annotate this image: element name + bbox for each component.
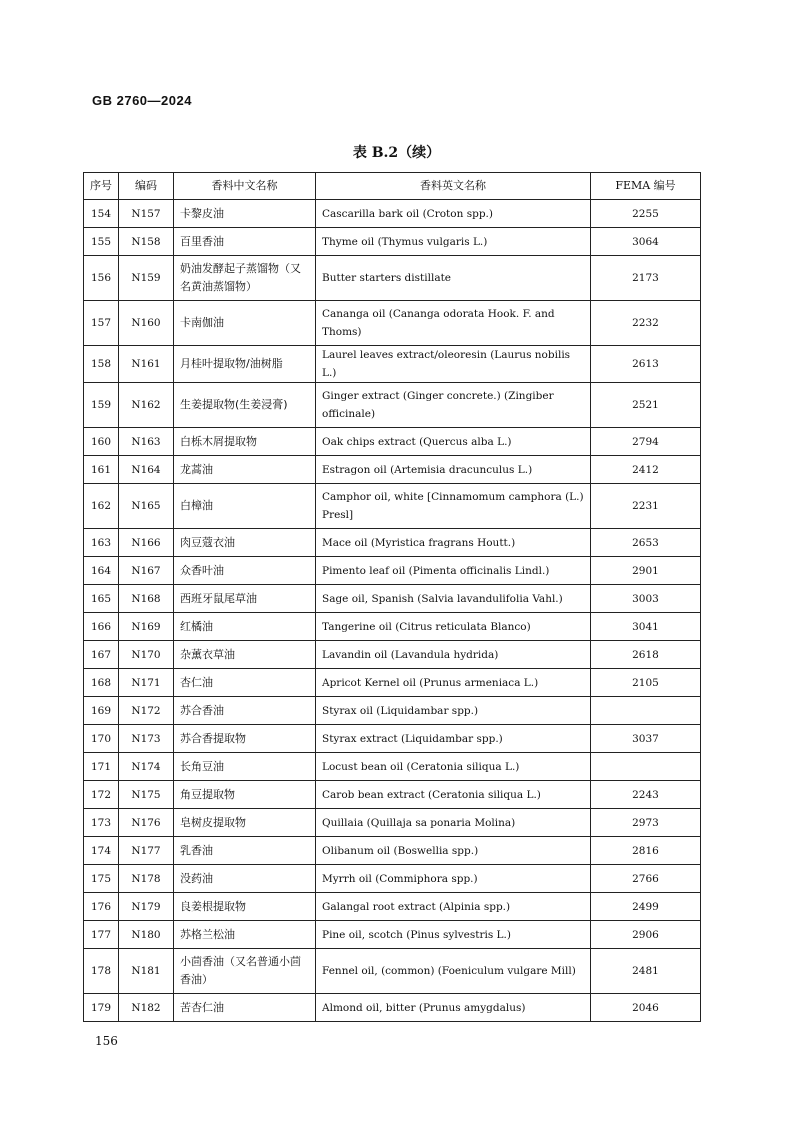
row-code: N182: [119, 994, 174, 1022]
row-code: N158: [119, 228, 174, 256]
table-row: [84, 921, 701, 949]
row-number: 154: [84, 200, 119, 228]
row-fema-number: 2255: [591, 200, 701, 228]
row-fema-number: 2766: [591, 865, 701, 893]
row-english-name: Almond oil, bitter (Prunus amygdalus): [316, 994, 591, 1022]
row-english-name: Olibanum oil (Boswellia spp.): [316, 837, 591, 865]
row-code: N179: [119, 893, 174, 921]
row-code: N167: [119, 557, 174, 585]
table-row: [84, 753, 701, 781]
row-english-name: Myrrh oil (Commiphora spp.): [316, 865, 591, 893]
row-code: N163: [119, 428, 174, 456]
table-row: [84, 781, 701, 809]
row-chinese-name: 西班牙鼠尾草油: [174, 585, 316, 613]
row-code: N170: [119, 641, 174, 669]
table-row: [84, 484, 701, 529]
row-number: 167: [84, 641, 119, 669]
row-english-name: Butter starters distillate: [316, 256, 591, 301]
row-code: N164: [119, 456, 174, 484]
row-fema-number: 2243: [591, 781, 701, 809]
row-fema-number: 2173: [591, 256, 701, 301]
row-chinese-name: 苏合香提取物: [174, 725, 316, 753]
row-english-name: Apricot Kernel oil (Prunus armeniaca L.): [316, 669, 591, 697]
row-fema-number: 2521: [591, 383, 701, 428]
column-header-chinese-name: 香料中文名称: [174, 173, 316, 200]
row-code: N169: [119, 613, 174, 641]
table-title: 表 B.2（续）: [352, 145, 441, 161]
row-english-name: Tangerine oil (Citrus reticulata Blanco): [316, 613, 591, 641]
row-fema-number: 2901: [591, 557, 701, 585]
row-english-name: Laurel leaves extract/oleoresin (Laurus nobilis L.): [316, 346, 591, 383]
row-number: 165: [84, 585, 119, 613]
row-chinese-name: 小茴香油（又名普通小茴香油）: [174, 949, 316, 994]
row-english-name: Camphor oil, white [Cinnamomum camphora (L.) Presl]: [316, 484, 591, 529]
row-fema-number: 2499: [591, 893, 701, 921]
row-fema-number: 2046: [591, 994, 701, 1022]
table-row: [84, 383, 701, 428]
column-header-code: 编码: [119, 173, 174, 200]
row-number: 161: [84, 456, 119, 484]
row-chinese-name: 没药油: [174, 865, 316, 893]
row-english-name: Carob bean extract (Ceratonia siliqua L.): [316, 781, 591, 809]
table-row: [84, 529, 701, 557]
row-chinese-name: 杏仁油: [174, 669, 316, 697]
row-code: N165: [119, 484, 174, 529]
row-chinese-name: 奶油发酵起子蒸馏物（又名黄油蒸馏物）: [174, 256, 316, 301]
standard-code: GB 2760—2024: [92, 93, 192, 108]
row-number: 155: [84, 228, 119, 256]
row-english-name: Thyme oil (Thymus vulgaris L.): [316, 228, 591, 256]
flavoring-table: [83, 172, 701, 1022]
page-number: 156: [95, 1034, 118, 1048]
row-chinese-name: 月桂叶提取物/油树脂: [174, 346, 316, 383]
row-code: N166: [119, 529, 174, 557]
row-english-name: Galangal root extract (Alpinia spp.): [316, 893, 591, 921]
row-number: 168: [84, 669, 119, 697]
row-chinese-name: 皂树皮提取物: [174, 809, 316, 837]
table-row: [84, 641, 701, 669]
row-number: 158: [84, 346, 119, 383]
table-row: [84, 697, 701, 725]
row-number: 156: [84, 256, 119, 301]
row-chinese-name: 众香叶油: [174, 557, 316, 585]
row-chinese-name: 百里香油: [174, 228, 316, 256]
row-english-name: Styrax oil (Liquidambar spp.): [316, 697, 591, 725]
row-number: 157: [84, 301, 119, 346]
table-row: [84, 456, 701, 484]
row-chinese-name: 杂薰衣草油: [174, 641, 316, 669]
table-body: [84, 200, 701, 1022]
row-fema-number: 3064: [591, 228, 701, 256]
row-fema-number: 2816: [591, 837, 701, 865]
row-english-name: Pimento leaf oil (Pimenta officinalis Lindl.): [316, 557, 591, 585]
row-english-name: Estragon oil (Artemisia dracunculus L.): [316, 456, 591, 484]
row-code: N157: [119, 200, 174, 228]
row-code: N175: [119, 781, 174, 809]
row-english-name: Lavandin oil (Lavandula hydrida): [316, 641, 591, 669]
row-fema-number: 2232: [591, 301, 701, 346]
row-number: 178: [84, 949, 119, 994]
row-english-name: Pine oil, scotch (Pinus sylvestris L.): [316, 921, 591, 949]
row-code: N174: [119, 753, 174, 781]
row-english-name: Quillaia (Quillaja sa ponaria Molina): [316, 809, 591, 837]
row-chinese-name: 生姜提取物(生姜浸膏): [174, 383, 316, 428]
row-code: N178: [119, 865, 174, 893]
row-chinese-name: 苦杏仁油: [174, 994, 316, 1022]
row-fema-number: [591, 753, 701, 781]
row-code: N173: [119, 725, 174, 753]
table-row: [84, 428, 701, 456]
row-fema-number: 2613: [591, 346, 701, 383]
row-code: N171: [119, 669, 174, 697]
row-code: N181: [119, 949, 174, 994]
table-row: [84, 669, 701, 697]
row-chinese-name: 角豆提取物: [174, 781, 316, 809]
table-row: [84, 809, 701, 837]
row-english-name: Cananga oil (Cananga odorata Hook. F. and Thoms): [316, 301, 591, 346]
column-header-english-name: 香料英文名称: [316, 173, 591, 200]
row-english-name: Oak chips extract (Quercus alba L.): [316, 428, 591, 456]
row-number: 173: [84, 809, 119, 837]
table-row: [84, 346, 701, 383]
row-fema-number: 2618: [591, 641, 701, 669]
row-chinese-name: 卡南伽油: [174, 301, 316, 346]
table-row: [84, 725, 701, 753]
row-fema-number: 2412: [591, 456, 701, 484]
row-english-name: Sage oil, Spanish (Salvia lavandulifolia Vahl.): [316, 585, 591, 613]
table-row: [84, 228, 701, 256]
table-row: [84, 585, 701, 613]
row-fema-number: 2973: [591, 809, 701, 837]
row-chinese-name: 肉豆蔻衣油: [174, 529, 316, 557]
row-number: 179: [84, 994, 119, 1022]
row-chinese-name: 苏格兰松油: [174, 921, 316, 949]
row-fema-number: 2105: [591, 669, 701, 697]
row-number: 174: [84, 837, 119, 865]
row-chinese-name: 白栎木屑提取物: [174, 428, 316, 456]
row-fema-number: 2794: [591, 428, 701, 456]
row-english-name: Mace oil (Myristica fragrans Houtt.): [316, 529, 591, 557]
table-row: [84, 613, 701, 641]
row-chinese-name: 红橘油: [174, 613, 316, 641]
row-code: N172: [119, 697, 174, 725]
row-number: 176: [84, 893, 119, 921]
row-fema-number: [591, 697, 701, 725]
row-number: 159: [84, 383, 119, 428]
row-chinese-name: 苏合香油: [174, 697, 316, 725]
row-code: N159: [119, 256, 174, 301]
table-row: [84, 301, 701, 346]
table-row: [84, 256, 701, 301]
row-number: 160: [84, 428, 119, 456]
table-row: [84, 557, 701, 585]
row-english-name: Ginger extract (Ginger concrete.) (Zingiber officinale): [316, 383, 591, 428]
row-number: 166: [84, 613, 119, 641]
row-number: 162: [84, 484, 119, 529]
table-row: [84, 837, 701, 865]
row-number: 172: [84, 781, 119, 809]
column-header-no: 序号: [84, 173, 119, 200]
row-chinese-name: 龙蒿油: [174, 456, 316, 484]
row-fema-number: 2231: [591, 484, 701, 529]
row-fema-number: 3037: [591, 725, 701, 753]
row-code: N176: [119, 809, 174, 837]
row-fema-number: 3003: [591, 585, 701, 613]
table-header-row: [84, 173, 701, 200]
column-header-fema: FEMA 编号: [591, 173, 701, 200]
row-number: 163: [84, 529, 119, 557]
row-fema-number: 2481: [591, 949, 701, 994]
row-number: 169: [84, 697, 119, 725]
row-code: N160: [119, 301, 174, 346]
row-fema-number: 2906: [591, 921, 701, 949]
table-row: [84, 893, 701, 921]
table-row: [84, 949, 701, 994]
row-chinese-name: 长角豆油: [174, 753, 316, 781]
row-chinese-name: 良姜根提取物: [174, 893, 316, 921]
row-fema-number: 3041: [591, 613, 701, 641]
row-number: 164: [84, 557, 119, 585]
row-fema-number: 2653: [591, 529, 701, 557]
row-number: 170: [84, 725, 119, 753]
row-english-name: Locust bean oil (Ceratonia siliqua L.): [316, 753, 591, 781]
row-english-name: Cascarilla bark oil (Croton spp.): [316, 200, 591, 228]
row-code: N177: [119, 837, 174, 865]
row-number: 175: [84, 865, 119, 893]
row-chinese-name: 卡黎皮油: [174, 200, 316, 228]
row-number: 171: [84, 753, 119, 781]
table-row: [84, 200, 701, 228]
row-english-name: Fennel oil, (common) (Foeniculum vulgare Mill): [316, 949, 591, 994]
row-english-name: Styrax extract (Liquidambar spp.): [316, 725, 591, 753]
table-row: [84, 994, 701, 1022]
row-number: 177: [84, 921, 119, 949]
table-row: [84, 865, 701, 893]
row-chinese-name: 乳香油: [174, 837, 316, 865]
row-code: N161: [119, 346, 174, 383]
row-chinese-name: 白樟油: [174, 484, 316, 529]
row-code: N162: [119, 383, 174, 428]
row-code: N168: [119, 585, 174, 613]
row-code: N180: [119, 921, 174, 949]
